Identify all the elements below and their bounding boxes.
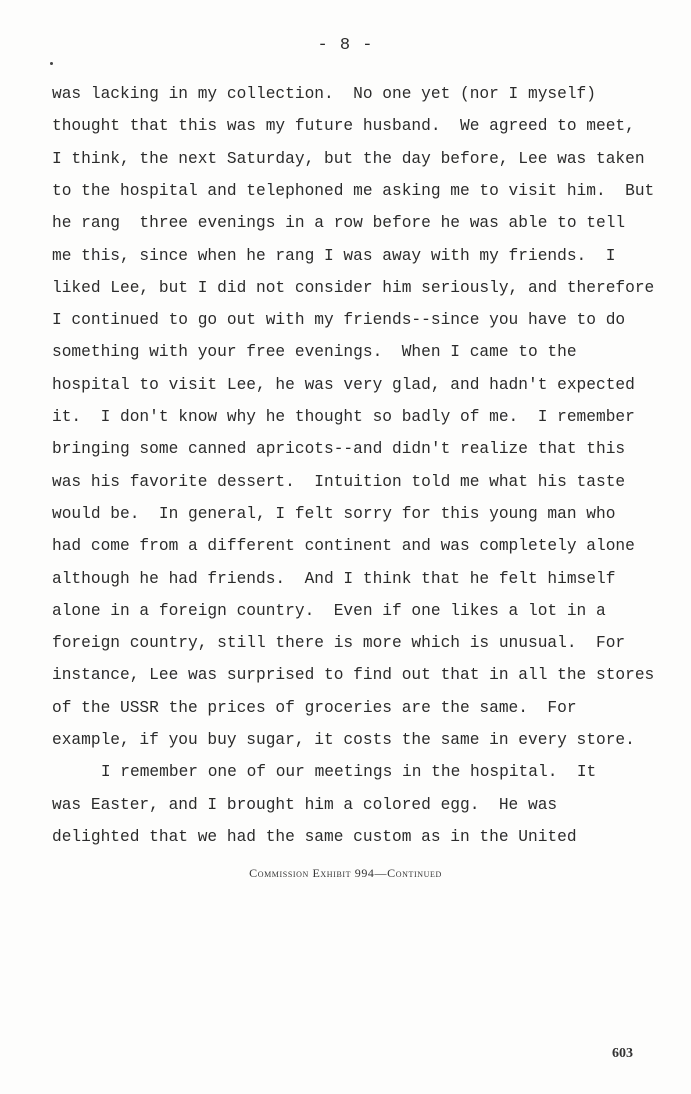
text-line: was lacking in my collection. No one yet (nor I myself) [52, 85, 596, 103]
text-line: to the hospital and telephoned me asking me to visit him. But [52, 181, 655, 200]
text-line: I continued to go out with my friends--since you have to do [52, 311, 626, 330]
text-line: hospital to visit Lee, he was very glad, and hadn't expected [52, 375, 635, 394]
text-line: of the USSR the prices of groceries are the same. For [52, 698, 577, 717]
stray-ink-mark [50, 62, 53, 65]
text-line: bringing some canned apricots--and didn't realize that this [52, 440, 626, 459]
page-number-header: - 8 - [317, 36, 374, 55]
text-line: would be. In general, I felt sorry for this young man who [52, 504, 616, 523]
text-line: was his favorite dessert. Intuition told me what his taste [52, 472, 626, 491]
text-line: although he had friends. And I think that he felt himself [52, 569, 616, 588]
text-line: me this, since when he rang I was away with my friends. I [52, 246, 616, 265]
text-line: had come from a different continent and was completely alone [52, 537, 635, 556]
text-line: foreign country, still there is more which is unusual. For [52, 634, 626, 653]
text-line: I remember one of our meetings in the hospital. It [62, 763, 597, 782]
text-line: delighted that we had the same custom as in the United [52, 827, 577, 846]
text-line: was Easter, and I brought him a colored egg. He was [52, 795, 558, 814]
exhibit-caption: Commission Exhibit 994—Continued [249, 866, 442, 880]
text-line: I think, the next Saturday, but the day before, Lee was taken [52, 149, 645, 168]
text-line: he rang three evenings in a row before he was able to tell [52, 214, 626, 233]
text-line: alone in a foreign country. Even if one likes a lot in a [52, 601, 606, 620]
text-line: instance, Lee was surprised to find out that in all the stores [52, 666, 655, 685]
text-line: something with your free evenings. When I came to the [52, 343, 577, 362]
text-line: example, if you buy sugar, it costs the same in every store. [52, 731, 635, 749]
text-line: thought that this was my future husband. We agreed to meet, [52, 117, 635, 136]
text-line: it. I don't know why he thought so badly of me. I remember [52, 408, 635, 426]
text-line: liked Lee, but I did not consider him seriously, and therefore [52, 278, 655, 297]
folio-page-number: 603 [612, 1046, 633, 1061]
